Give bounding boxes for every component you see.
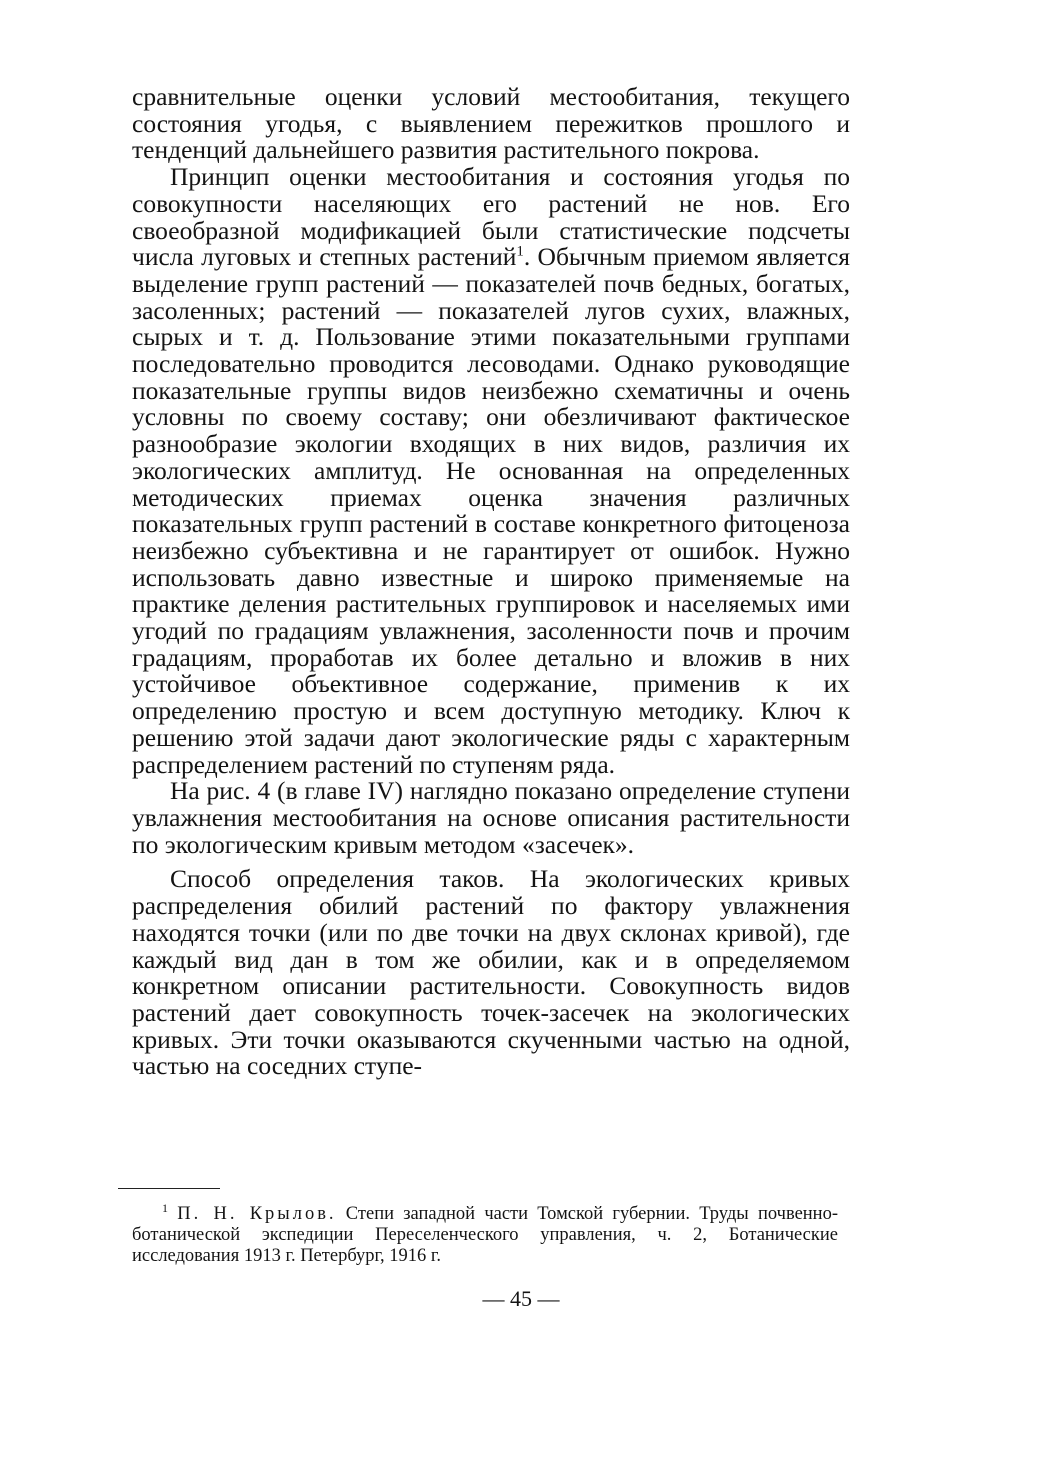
paragraph-2-rest: . Обычным приемом является выделение групп растений — показателей почв бедных, богатых, засоленных; растений — показателей лугов сухих, влажных, сырых и т. д. Пользование этими показательными группами последовательно проводится лесоводами. Однако руководящие показательные группы видов неизбежно схематичны и очень условны по своему составу; они обезличивают фактическое разнообразие экологии входящих в них видов, различия их экологических амплитуд. Не основанная на определенных методических приемах оценка значения различных показательных групп растений в составе конкретного фитоценоза неизбежно субъективна и не гарантирует от ошибок. Нужно использовать давно известные и широко применяемые на практике деления растительных группировок и населяемых ими угодий по градациям увлажнения, засоленности почв и прочим градациям, проработав их более детально и вложив в них устойчивое объективное содержание, применив к их определению простую и всем доступную методику. Ключ к решению этой задачи дают экологические ряды с характерным распределением растений по ступеням ряда.: [132, 242, 850, 779]
paragraph-3: На рис. 4 (в главе IV) наглядно показано определение ступени увлажнения местообитания на основе описания растительности по экологическим кривым методом «засечек».: [132, 776, 850, 859]
footnote: [132, 1200, 838, 1267]
paragraph-4: Способ определения таков. На экологических кривых распределения обилий растений по фактору увлажнения находятся точки (или по две точки на двух склонах кривой), где каждый вид дан в том же обилии, как и в определяемом конкретном описании растительности. Совокупность видов растений дает совокупность точек-засечек на экологических кривых. Эти точки оказываются скученными частью на одной, частью на соседних ступе-: [132, 864, 850, 1081]
paragraph-2-start: Принцип оценки местообитания и состояния угодья по совокупности населяющих его растений не нов. Его своеобразной модификацией были статистические подсчеты числа луговых и степных растений: [132, 162, 850, 272]
paragraph-1: сравнительные оценки условий местообитания, текущего состояния угодья, с выявлением пережитков прошлого и тенденций дальнейшего развития растительного покрова.: [132, 82, 850, 165]
paragraph-2: [132, 164, 850, 778]
footnote-reference[interactable]: 1: [516, 243, 524, 260]
page-number: — 45 —: [482, 1286, 560, 1311]
footnote-text: Степи западной части Томской губернии. Труды почвенно-ботанической экспедиции Переселенческого управления, ч. 2, Ботанические исследования 1913 г. Петербург, 1916 г.: [132, 1204, 838, 1266]
footnote-mark: 1: [162, 1200, 168, 1215]
footnote-separator: [118, 1188, 220, 1189]
footnote-author: П. Н. Крылов.: [177, 1204, 337, 1224]
main-text: [132, 84, 850, 1080]
